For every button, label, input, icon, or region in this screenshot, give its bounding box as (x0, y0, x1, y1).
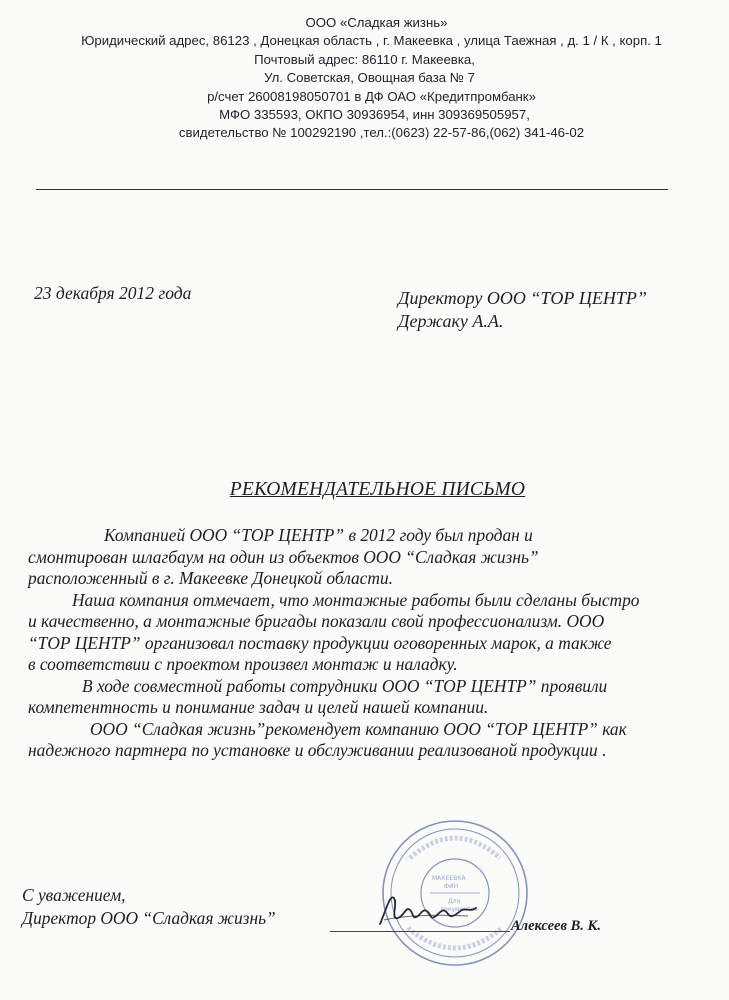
header-divider (36, 189, 668, 190)
letterhead-company-name: ООО «Сладкая жизнь» (305, 15, 448, 30)
body-line: в соответствии с проектом произвел монтаж и наладку. (28, 654, 458, 674)
signature-line (330, 931, 510, 932)
body-line: “ТОР ЦЕНТР” организовал поставку продукции оговоренных марок, а также (28, 632, 612, 653)
letterhead-street-address: Ул. Советская, Овощная база № 7 (264, 70, 475, 86)
closing-position: Директор ООО “Сладкая жизнь” (22, 908, 276, 928)
body-line: ООО “Сладкая жизнь”рекомендует компанию ООО “ТОР ЦЕНТР” как (90, 718, 627, 739)
letter-body (28, 525, 718, 762)
closing-block (22, 884, 276, 930)
letter-title: РЕКОМЕНДАТЕЛЬНОЕ ПИСЬМО (229, 479, 526, 500)
svg-text:МАКЕЕВКА: МАКЕЕВКА (432, 875, 466, 882)
letterhead-certificate-phones: свидетельство № 100292190 ,тел.:(0623) 22-57-86,(062) 341-46-02 (178, 125, 585, 141)
addressee-line-1: Директору ООО “ТОР ЦЕНТР” (398, 288, 647, 308)
body-line: расположенный в г. Макеевке Донецкой области. (28, 568, 394, 588)
closing-regards: С уважением, (22, 885, 126, 905)
letterhead (0, 14, 729, 143)
svg-text:ФИН: ФИН (444, 883, 459, 890)
svg-text:документов: документов (440, 906, 478, 913)
body-line: смонтирован шлагбаум на один из объектов ООО “Сладкая жизнь” (28, 546, 539, 567)
svg-text:Для: Для (448, 898, 461, 905)
letterhead-legal-address: Юридический адрес, 86123 , Донецкая область , г. Макеевка , улица Таежная , д. 1 / К , корп. 1 (81, 33, 662, 49)
letterhead-bank-account: р/счет 26008198050701 в ДФ ОАО «Кредитпромбанк» (207, 88, 536, 104)
body-line: и качественно, а монтажные бригады показали свой профессионализм. ООО (28, 611, 605, 631)
body-line: Компанией ООО “ТОР ЦЕНТР” в 2012 году был продан и (104, 525, 533, 545)
body-line: Наша компания отмечает, что монтажные работы были сделаны быстро (72, 589, 640, 610)
addressee-line-2: Держаку А.А. (398, 311, 504, 331)
body-line: компетентность и понимание задач и целей нашей компании. (28, 697, 489, 717)
signer-name: Алексеев В. К. (511, 918, 601, 934)
body-line: надежного партнера по установке и обслуживании реализованой продукции . (28, 740, 607, 760)
letter-date: 23 декабря 2012 года (34, 283, 192, 303)
body-line: В ходе совместной работы сотрудники ООО “ТОР ЦЕНТР” проявили (82, 675, 608, 696)
letterhead-codes: МФО 335593, ОКПО 30936954, инн 309369505957, (219, 107, 530, 123)
letterhead-postal-address: Почтовый адрес: 86110 г. Макеевка, (254, 51, 475, 67)
addressee-block (398, 287, 647, 333)
